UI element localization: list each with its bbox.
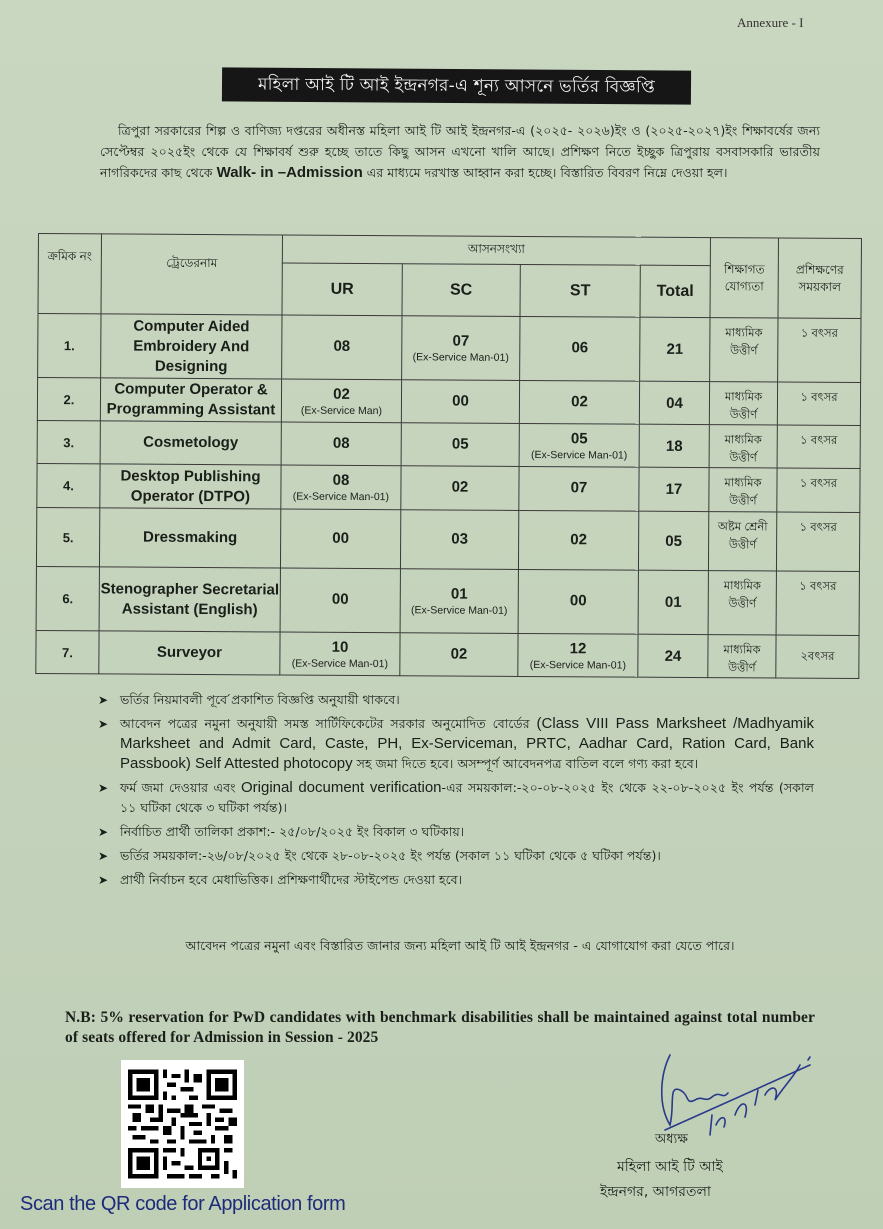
list-item	[98, 822, 814, 842]
cell-trade: Computer Aided Embroidery And Designing	[101, 314, 282, 379]
arrow-bullet-icon: ➤	[98, 717, 109, 731]
cell-ur	[280, 509, 400, 569]
st-value: 00	[569, 592, 587, 610]
ur-value: 08	[333, 337, 351, 355]
cell-duration: ১ বৎসর	[777, 382, 860, 426]
cell-sc	[401, 380, 519, 424]
cell-trade: Desktop Publishing Operator (DTPO)	[100, 464, 281, 509]
rule-text: সহ জমা দিতে হবে। অসম্পূর্ণ আবেদনপত্র বাতিল বলে গণ্য করা হবে।	[352, 756, 699, 771]
intro-text-2: এর মাধ্যমে দরখাস্ত আহ্বান করা হচ্ছে। বিস্তারিত বিবরণ নিম্নে দেওয়া হল।	[362, 165, 728, 180]
rule-text: ফর্ম জমা দেওয়ার এবং	[120, 780, 241, 795]
sc-note	[402, 411, 519, 412]
table-row	[38, 314, 861, 383]
cell-ur	[280, 632, 400, 676]
cell-serial: 6.	[36, 566, 99, 630]
header-ur: UR	[282, 263, 402, 316]
cell-qualification: মাধ্যমিক উত্তীর্ণ	[708, 635, 776, 678]
st-value: 07	[570, 479, 588, 497]
st-value: 06	[571, 339, 589, 357]
ur-value: 00	[331, 590, 349, 608]
cell-sc	[402, 316, 520, 381]
cell-st	[518, 510, 638, 570]
arrow-bullet-icon: ➤	[98, 849, 109, 863]
st-value: 12	[569, 639, 587, 657]
designation-principal: অধ্যক্ষ	[655, 1132, 688, 1147]
header-total: Total	[640, 265, 710, 317]
table-row	[37, 378, 860, 426]
ur-value: 08	[332, 471, 350, 489]
table-row	[36, 630, 859, 678]
qr-code-icon	[128, 1067, 237, 1181]
rule-text: ভর্তির সময়কাল:-২৬/০৮/২০২৫ ইং থেকে ২৮-০৮-২০২৫ ইং পর্যন্ত (সকাল ১১ ঘটিকা থেকে ৫ ঘটিকা পর্যন্ত)।	[120, 848, 661, 863]
st-note	[520, 411, 639, 412]
cell-st	[520, 316, 640, 381]
st-value: 02	[571, 392, 588, 410]
cell-total: 17	[639, 467, 709, 511]
rule-text-english: (Class VIII Pass Marksheet /Madhyamik Marksheet and Admit Card, Caste, PH, Ex-Serviceman, PRTC, Aadhar Card, Ration Card, Bank Passbook) Self Attested photocopy	[120, 715, 814, 772]
cell-total: 05	[638, 511, 708, 570]
cell-total: 18	[639, 424, 709, 467]
rule-text: -এর সময়কাল:-২০-০৮-২০২৫ ইং থেকে ২২-০৮-২০২৫ ইং পর্যন্ত (সকাল ১১ ঘটিকা থেকে ৩ ঘটিকা পর্যন্ত)।	[120, 780, 815, 815]
sc-note	[402, 454, 519, 455]
rule-text-english: Original document verification	[241, 779, 442, 796]
ur-note: (Ex-Service Man-01)	[291, 657, 389, 670]
st-note: (Ex-Service Man-01)	[529, 658, 627, 672]
cell-serial: 5.	[36, 507, 99, 566]
cell-total: 21	[640, 317, 710, 381]
cell-duration: ২বৎসর	[776, 635, 859, 679]
cell-total: 24	[638, 634, 708, 677]
cell-qualification: মাধ্যমিক উত্তীর্ণ	[710, 318, 778, 382]
rules-list	[98, 690, 814, 894]
cell-serial: 7.	[36, 630, 99, 673]
cell-trade: Cosmetology	[100, 421, 281, 465]
cell-trade: Dressmaking	[99, 508, 280, 568]
cell-total: 01	[638, 570, 708, 634]
sc-note: (Ex-Service Man-01)	[412, 351, 509, 364]
st-value: 02	[570, 530, 588, 548]
cell-serial: 4.	[37, 463, 100, 507]
ur-value: 10	[331, 638, 349, 656]
list-item	[98, 846, 814, 866]
st-note	[519, 549, 638, 550]
cell-qualification: অষ্টম শ্রেনী উত্তীর্ণ	[708, 512, 776, 571]
sc-value: 02	[451, 478, 469, 496]
cell-duration: ১ বৎসর	[778, 318, 861, 383]
nb-reservation-note: N.B: 5% reservation for PwD candidates with benchmark disabilities shall be maintained against total number of seats offered for Admission in Session - 2025	[65, 1009, 815, 1046]
arrow-bullet-icon: ➤	[98, 825, 109, 839]
contact-note: আবেদন পত্রের নমুনা এবং বিস্তারিত জানার জন্য মহিলা আই টি আই ইন্দ্রনগর - এ যোগাযোগ করা যেতে পারে।	[185, 938, 735, 953]
table-row	[36, 507, 859, 571]
header-duration: প্রশিক্ষণের সময়কাল	[778, 238, 861, 319]
cell-st	[519, 380, 639, 424]
list-item	[98, 690, 814, 710]
list-item	[98, 778, 814, 818]
cell-total: 04	[639, 381, 709, 424]
cell-trade: Computer Operator & Programming Assistant	[100, 378, 281, 422]
organization-line-2: ইন্দ্রনগর, আগরতলা	[600, 1184, 711, 1200]
table-row	[37, 420, 860, 468]
ur-note	[282, 453, 401, 454]
cell-sc	[400, 633, 518, 677]
cell-qualification: মাধ্যমিক উত্তীর্ণ	[708, 571, 776, 635]
st-note	[519, 611, 638, 612]
cell-qualification: মাধ্যমিক উত্তীর্ণ	[709, 425, 777, 468]
st-note: (Ex-Service Man-01)	[530, 448, 628, 462]
list-item	[98, 714, 814, 774]
cell-serial: 2.	[37, 378, 100, 421]
cell-qualification: মাধ্যমিক উত্তীর্ণ	[709, 468, 777, 512]
sc-note	[401, 497, 518, 498]
arrow-bullet-icon: ➤	[98, 873, 109, 887]
qr-caption: Scan the QR code for Application form	[20, 1193, 346, 1215]
cell-duration: ১ বৎসর	[776, 571, 859, 636]
ur-value: 08	[332, 434, 350, 452]
cell-duration: ১ বৎসর	[777, 468, 860, 513]
st-value: 05	[570, 429, 588, 447]
cell-trade: Surveyor	[99, 631, 280, 675]
cell-sc	[401, 466, 519, 511]
cell-duration: ১ বৎসর	[777, 425, 860, 469]
ur-note: (Ex-Service Man)	[300, 404, 383, 417]
cell-ur	[281, 465, 401, 510]
organization-line-1: মহিলা আই টি আই	[617, 1159, 723, 1175]
seat-table	[35, 233, 862, 679]
header-sc: SC	[402, 264, 520, 317]
cell-st	[518, 633, 638, 677]
sc-value: 07	[452, 332, 470, 350]
header-trade: ট্রেডেরনাম	[101, 234, 282, 315]
rule-text: নির্বাচিত প্রার্থী তালিকা প্রকাশ:- ২৫/০৮/২০২৫ ইং বিকাল ৩ ঘটিকায়।	[120, 824, 465, 839]
sc-note: (Ex-Service Man-01)	[411, 604, 508, 617]
sc-value: 01	[450, 585, 468, 603]
header-serial: ক্রমিক নং	[38, 234, 101, 314]
intro-text-1: ত্রিপুরা সরকারের শিল্প ও বাণিজ্য দপ্তরের অধীনস্ত মহিলা আই টি আই ইন্দ্রনগর-এ (২০২৫- ২০২৬)ইং ও (২০২৫-২০২৭)ইং শিক্ষাবর্ষের জন্য সেপ্টেম্বর ২০২৫ইং থেকে যে শিক্ষাবর্ষ শুরু হচ্ছে তাতে কিছু আসন এখনো খালি আছে। প্রশিক্ষণ নিতে ইচ্ছুক ত্রিপুরায় বসবাসকারি ভারতীয় নাগরিকদের কাছ থেকে	[100, 123, 820, 180]
cell-ur	[280, 568, 400, 633]
sc-value: 05	[451, 435, 469, 453]
application-qr-code[interactable]	[121, 1060, 244, 1188]
sc-value: 00	[452, 392, 469, 410]
header-seats-group: আসনসংখ্যা	[282, 235, 710, 266]
ur-note	[281, 548, 400, 549]
list-item	[98, 870, 814, 890]
table-row	[37, 463, 860, 512]
cell-serial: 1.	[38, 314, 101, 378]
st-note	[519, 498, 638, 499]
sc-value: 02	[450, 645, 468, 663]
ur-note: (Ex-Service Man-01)	[292, 490, 390, 504]
table-row	[36, 566, 859, 635]
cell-ur	[281, 422, 401, 466]
st-note	[520, 358, 639, 359]
sc-value: 03	[451, 530, 469, 548]
cell-trade: Stenographer Secretarial Assistant (English)	[99, 567, 280, 632]
ur-value: 02	[333, 385, 350, 403]
ur-note	[281, 609, 400, 610]
rule-text: ভর্তির নিয়মাবলী পূবে ́প্রকাশিত বিজ্ঞপ্তি অনুযায়ী থাকবে।	[120, 692, 400, 707]
cell-duration: ১ বৎসর	[776, 512, 859, 572]
header-st: ST	[520, 264, 640, 317]
annexure-label: Annexure - I	[737, 15, 804, 30]
cell-st	[519, 466, 639, 511]
cell-serial: 3.	[37, 420, 100, 463]
cell-ur	[281, 379, 401, 423]
ur-note	[282, 356, 401, 357]
cell-st	[518, 569, 638, 634]
sc-note	[401, 549, 518, 550]
cell-qualification: মাধ্যমিক উত্তীর্ণ	[709, 382, 777, 425]
cell-sc	[400, 569, 518, 634]
cell-st	[519, 423, 639, 467]
cell-ur	[282, 315, 402, 380]
header-qualification: শিক্ষাগত যোগ্যতা	[710, 238, 778, 318]
cell-sc	[400, 510, 518, 570]
walk-in-admission-text: Walk- in –Admission	[216, 164, 363, 181]
intro-paragraph	[100, 120, 820, 183]
notice-title: মহিলা আই টি আই ইন্দ্রনগর-এ শূন্য আসনে ভর্তির বিজ্ঞপ্তি	[222, 67, 691, 104]
ur-value: 00	[332, 529, 350, 547]
rule-text: আবেদন পত্রের নমুনা অনুযায়ী সমস্ত সার্টিফিকেটের সরকার অনুমোদিত বোর্ডের	[120, 716, 537, 731]
sc-note	[400, 664, 517, 665]
cell-sc	[401, 423, 519, 467]
rule-text: প্রার্থী নির্বাচন হবে মেধাভিত্তিক। প্রশিক্ষণার্থীদের স্টাইপেন্ড দেওয়া হবে।	[120, 872, 463, 887]
arrow-bullet-icon: ➤	[98, 693, 109, 707]
arrow-bullet-icon: ➤	[98, 781, 109, 795]
